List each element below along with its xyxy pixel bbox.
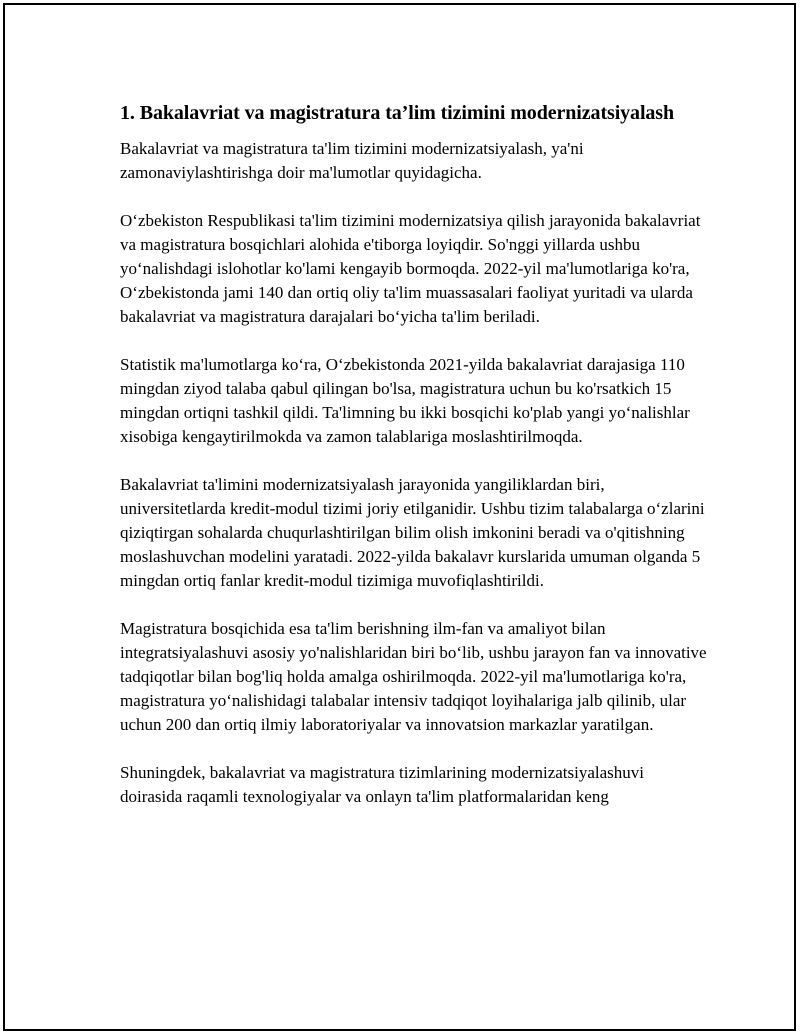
paragraph-overview: O‘zbekiston Respublikasi ta'lim tizimini modernizatsiya qilish jarayonida bakalavriat va magistratura bosqichlari alohida e'tiborga loyiqdir. So'nggi yillarda ushbu yo‘nalishdagi islohotlar ko'lami kengayib bormoqda. 2022-yil ma'lumotlariga ko'ra, O‘zbekistonda jami 140 dan ortiq oliy ta'lim muassasalari faoliyat yuritadi va ularda bakalavriat va magistratura darajalari bo‘yicha ta'lim beriladi.	[120, 211, 701, 326]
document-title: 1. Bakalavriat va magistratura ta’lim tizimini modernizatsiyalash	[120, 102, 675, 124]
paragraph-statistics: Statistik ma'lumotlarga ko‘ra, O‘zbekistonda 2021-yilda bakalavriat darajasiga 110 mingdan ziyod talaba qabul qilingan bo'lsa, magistratura uchun bu ko'rsatkich 15 mingdan ortiqni tashkil qildi. Ta'limning bu ikki bosqichi ko'plab yangi yo‘nalishlar xisobiga kengaytirilmokda va zamon talablariga moslashtirilmoqda.	[120, 355, 690, 446]
paragraph-intro: Bakalavriat va magistratura ta'lim tizimini modernizatsiyalash, ya'ni zamonaviylashtirishga doir ma'lumotlar quyidagicha.	[120, 139, 584, 182]
page-frame	[3, 3, 796, 1031]
paragraph-credit-module: Bakalavriat ta'limini modernizatsiyalash jarayonida yangiliklardan biri, universitetlarda kredit-modul tizimi joriy etilganidir. Ushbu tizim talabalarga o‘zlarini qiziqtirgan sohalarda chuqurlashtirilgan bilim olish imkonini beradi va o'qitishning moslashuvchan modelini yaratadi. 2022-yilda bakalavr kurslarida umuman olganda 5 mingdan ortiq fanlar kredit-modul tizimiga muvofiqlashtirildi.	[120, 475, 705, 590]
paragraph-magistracy: Magistratura bosqichida esa ta'lim berishning ilm-fan va amaliyot bilan integratsiyalashuvi asosiy yo'nalishlaridan biri bo‘lib, ushbu jarayon fan va innovative tadqiqotlar bilan bog'liq holda amalga oshirilmoqda. 2022-yil ma'lumotlariga ko'ra, magistratura yo‘nalishidagi talabalar intensiv tadqiqot loyihalariga jalb qilinib, ular uchun 200 dan ortiq ilmiy laboratoriyalar va innovatsion markazlar yaratilgan.	[120, 619, 707, 734]
document-body	[120, 99, 710, 833]
paragraph-digital: Shuningdek, bakalavriat va magistratura tizimlarining modernizatsiyalashuvi doirasida raqamli texnologiyalar va onlayn ta'lim platformalaridan keng	[120, 763, 645, 806]
